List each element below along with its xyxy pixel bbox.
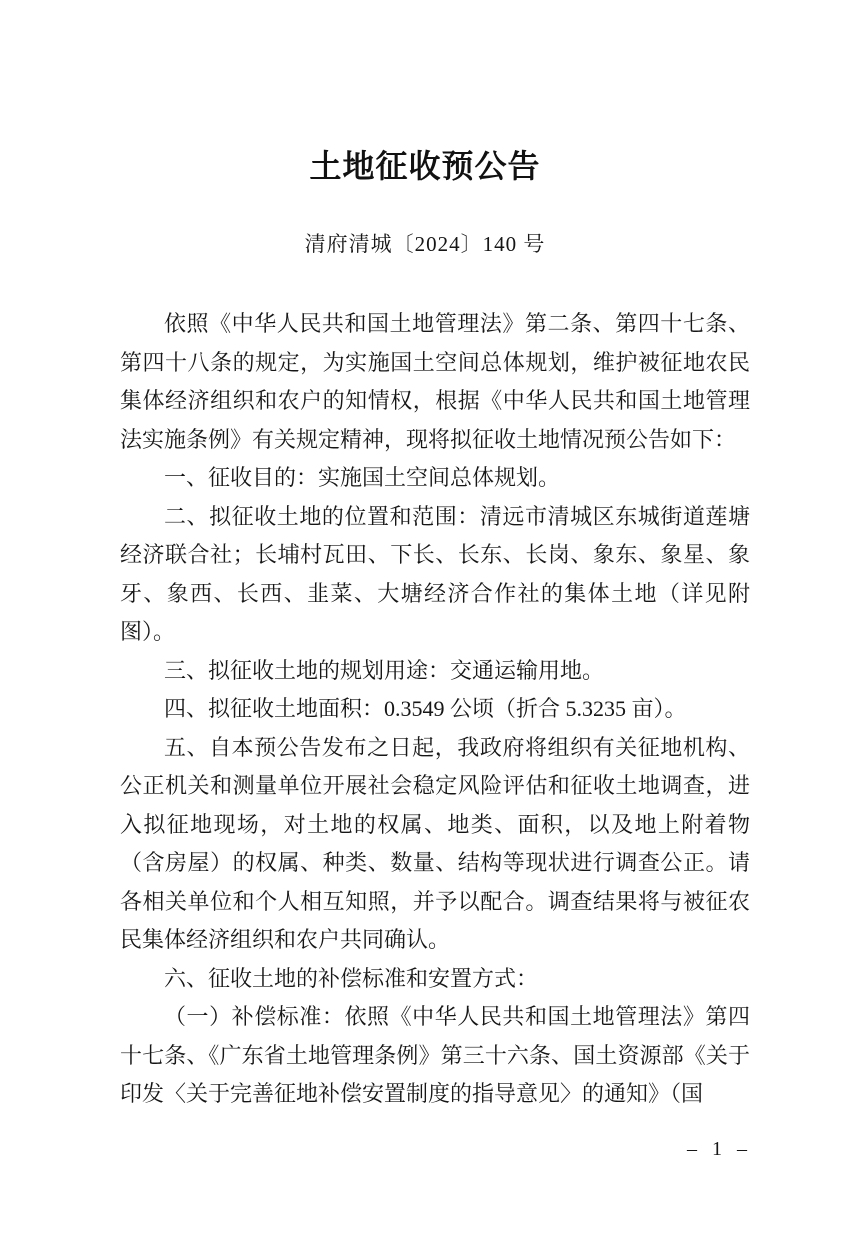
paragraph-intro: 依照《中华人民共和国土地管理法》第二条、第四十七条、第四十八条的规定，为实施国土空间总体规划，维护被征地农民集体经济组织和农户的知情权，根据《中华人民共和国土地管理法实施条例》有关规定精神，现将拟征收土地情况预公告如下： bbox=[120, 311, 750, 452]
document-number: 清府清城〔2024〕140 号 bbox=[304, 232, 546, 256]
page-number: – 1 – bbox=[687, 1138, 752, 1160]
document-body bbox=[120, 305, 750, 1114]
paragraph-item-1-purpose: 一、征收目的：实施国土空间总体规划。 bbox=[164, 465, 561, 491]
paragraph-item-6-1-standard: （一）补偿标准：依照《中华人民共和国土地管理法》第四十七条、《广东省土地管理条例》第三十六条、国土资源部《关于印发〈关于完善征地补偿安置制度的指导意见〉的通知》（国 bbox=[120, 1004, 750, 1107]
paragraph-item-2-location: 二、拟征收土地的位置和范围：清远市清城区东城街道莲塘经济联合社；长埔村瓦田、下长、长东、长岗、象东、象星、象牙、象西、长西、韭菜、大塘经济合作社的集体土地（详见附图）。 bbox=[120, 503, 750, 645]
paragraph-item-4-area: 四、拟征收土地面积：0.3549 公顷（折合 5.3235 亩）。 bbox=[164, 696, 687, 722]
paragraph-item-3-planned-use: 三、拟征收土地的规划用途：交通运输用地。 bbox=[164, 657, 605, 683]
paragraph-item-6-compensation: 六、征收土地的补偿标准和安置方式： bbox=[164, 965, 539, 991]
paragraph-item-5-survey: 五、自本预公告发布之日起，我政府将组织有关征地机构、公正机关和测量单位开展社会稳定风险评估和征收土地调查，进入拟征地现场，对土地的权属、地类、面积，以及地上附着物（含房屋）的权属、种类、数量、结构等现状进行调查公正。请各相关单位和个人相互知照，并予以配合。调查结果将与被征农民集体经济组织和农户共同确认。 bbox=[120, 734, 750, 953]
document-title: 土地征收预公告 bbox=[309, 148, 541, 184]
